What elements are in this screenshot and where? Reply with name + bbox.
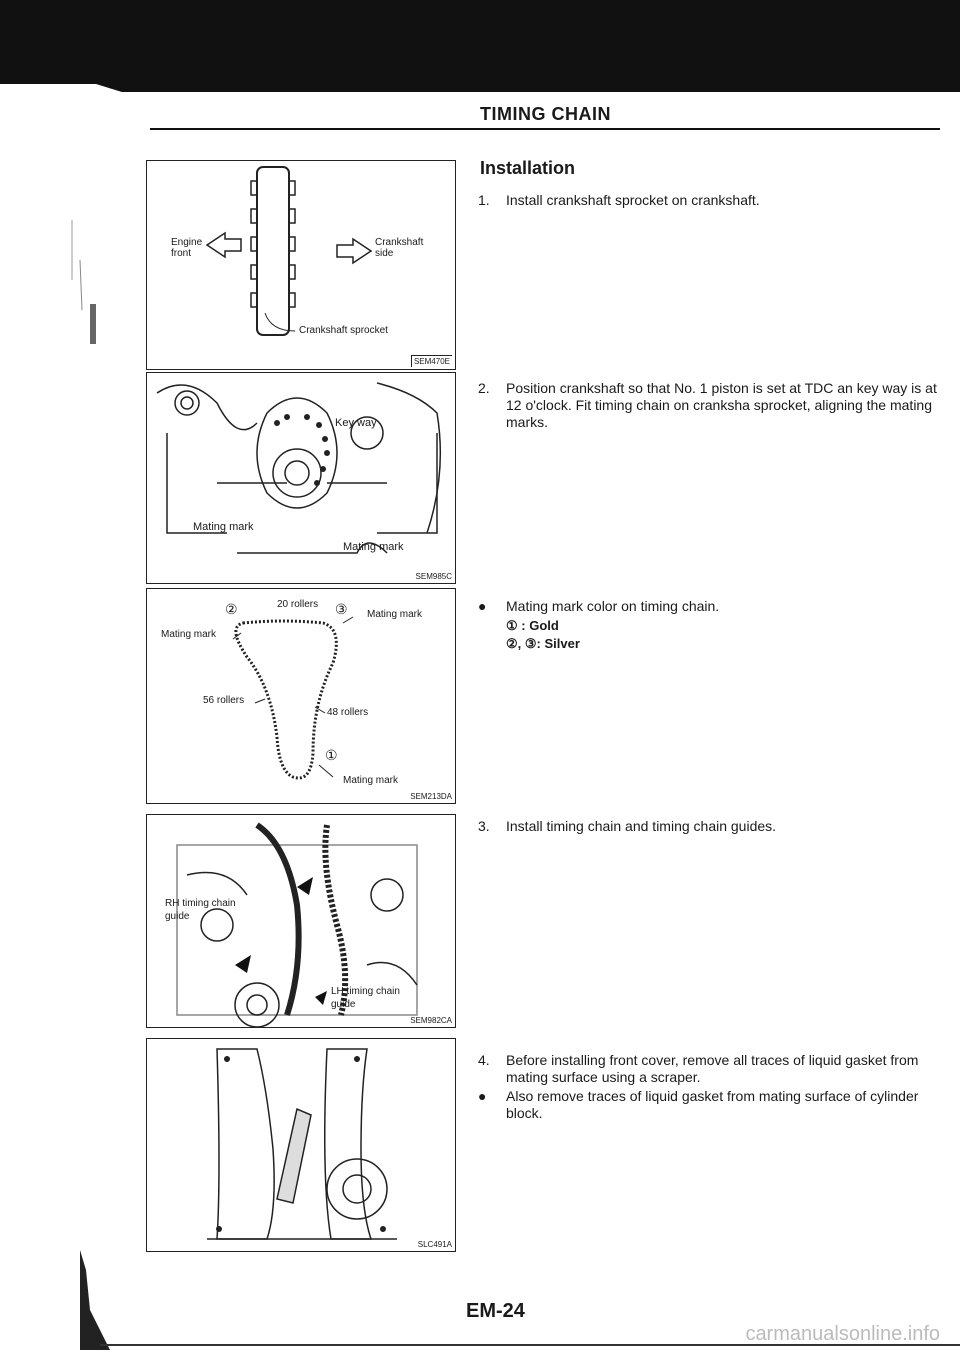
label-crankshaft-sprocket: Crankshaft sprocket: [299, 325, 388, 336]
label-engine-front: Engine front: [171, 237, 203, 259]
figure-front-cover: [146, 1038, 456, 1252]
figure-chain-guides: [146, 814, 456, 1028]
figure-crankshaft-sprocket: [146, 160, 456, 370]
bullet-dot: ●: [478, 1088, 487, 1104]
bullet-text: Mating mark color on timing chain.: [506, 598, 720, 614]
bullet-text: Also remove traces of liquid gasket from mating surface of cylinder block.: [506, 1088, 919, 1121]
step-number: 4.: [478, 1052, 490, 1068]
figure-code: SEM213DA: [410, 792, 452, 801]
label-mating-mark-top-right: Mating mark: [367, 609, 423, 620]
figure-code: SEM985C: [415, 572, 452, 581]
label-rh-timing-chain-guide: RH timing chain guide: [165, 898, 236, 922]
sprocket-drawing: [147, 161, 455, 369]
figure-code: SLC491A: [417, 1240, 452, 1249]
section-heading: Installation: [480, 158, 576, 178]
figure-code: SEM470E: [411, 355, 452, 367]
figure-chain-rollers: [146, 588, 456, 804]
label-key-way: Key way: [335, 417, 377, 429]
step-number: 2.: [478, 380, 490, 396]
label-mating-mark-bottom: Mating mark: [343, 775, 399, 786]
top-band-edge: [96, 84, 960, 92]
step-text: Install timing chain and timing chain guides.: [506, 818, 777, 834]
label-56-rollers: 56 rollers: [203, 695, 245, 706]
legend-silver: ②, ③: Silver: [506, 636, 580, 651]
callout-3: ③: [335, 601, 348, 617]
header-rule: [150, 128, 940, 130]
figure-mating-marks: [146, 372, 456, 584]
figure-code: SEM982CA: [410, 1016, 452, 1025]
label-mating-mark-left: Mating mark: [193, 521, 254, 533]
binding-marks: [60, 220, 100, 360]
callout-2: ②: [225, 601, 238, 617]
callout-1: ①: [325, 747, 338, 763]
front-cover-drawing: [147, 1039, 455, 1251]
label-crankshaft-side: Crankshaft side: [375, 237, 424, 259]
label-mating-mark-right: Mating mark: [343, 541, 404, 553]
step-number: 3.: [478, 818, 490, 834]
label-48-rollers: 48 rollers: [327, 707, 369, 718]
step-number: 1.: [478, 192, 490, 208]
label-lh-timing-chain-guide: LH timing chain guide: [331, 986, 400, 1010]
label-20-rollers: 20 rollers: [277, 599, 319, 610]
engine-front-drawing: [147, 373, 455, 583]
top-band: [0, 0, 960, 84]
scan-corner-mark: [80, 1250, 120, 1350]
label-mating-mark-top-left: Mating mark: [161, 629, 217, 640]
step-text: Before installing front cover, remove all traces of liquid gasket from mating surface using a scraper.: [506, 1052, 919, 1085]
page-title: TIMING CHAIN: [480, 104, 611, 124]
step-text: Position crankshaft so that No. 1 piston is set at TDC an key way is at 12 o'clock. Fit timing chain on cranksha sprocket, aligning the mating marks.: [506, 380, 937, 430]
legend-gold: ① : Gold: [506, 618, 559, 633]
chain-drawing: [147, 589, 455, 803]
step-text: Install crankshaft sprocket on crankshaft.: [506, 192, 760, 208]
watermark: carmanualsonline.info: [745, 1323, 940, 1345]
page-number: EM-24: [466, 1300, 525, 1322]
bullet-dot: ●: [478, 598, 487, 614]
